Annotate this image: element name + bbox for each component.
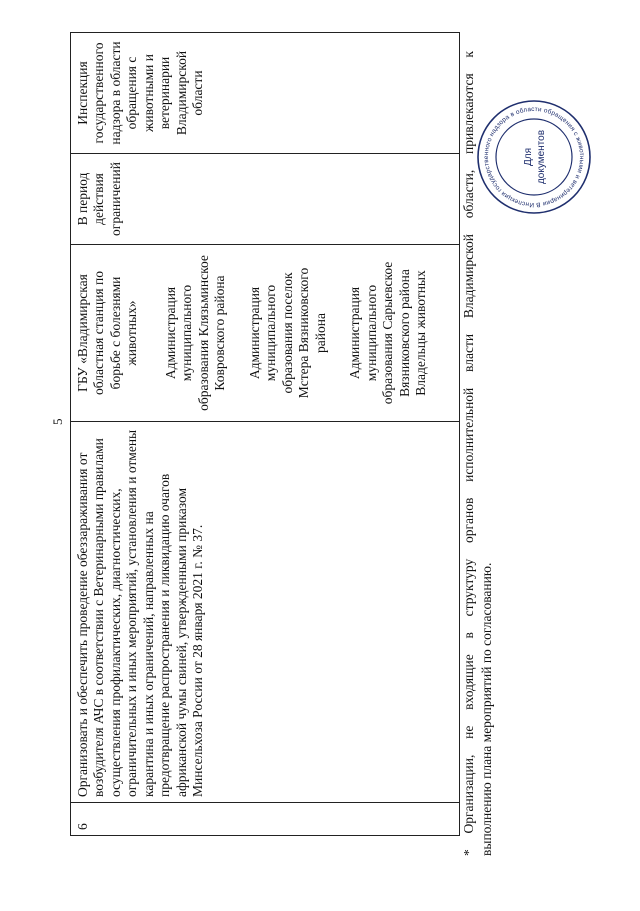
svg-text:Инспекция государственного над: Инспекция государственного надзора в области обращения с животными и ветеринарии В bbox=[482, 105, 586, 209]
plan-table bbox=[70, 32, 460, 836]
row-number-cell: 6 bbox=[71, 803, 460, 836]
activity-cell: Организовать и обеспечить проведение обеззараживания от возбудителя АЧС в соответствии с Ветеринарными правилами осуществления профилактических, диагностических, ограничительных и иных мероприятий, установления и отмены карантина и иных ограничений, направленных на предотвращение распространения и ликвидацию очагов африканской чумы свиней, утвержденными приказом Минсельхоза России от 28 января 2021 г. № 37. bbox=[71, 422, 460, 803]
term-cell: В период действия ограничений bbox=[71, 154, 460, 245]
svg-text:Для: Для bbox=[523, 147, 534, 167]
table-row bbox=[71, 33, 460, 836]
svg-text:документов: документов bbox=[536, 129, 547, 185]
official-stamp bbox=[475, 98, 593, 216]
executor-item: Администрация муниципального образования поселок Мстера Вязниковского района bbox=[246, 267, 328, 399]
executor-item: Администрация муниципального образования Сарыевское Вязниковского района Владельцы животных bbox=[347, 261, 428, 405]
executor-item: ГБУ «Владимирская областная станция по борьбе с болезнями животных» bbox=[75, 271, 140, 395]
control-cell: Инспекция государственного надзора в области обращения с животными и ветеринарии Владимирской области bbox=[71, 33, 460, 154]
footnote-line-2: выполнению плана мероприятий по согласованию. bbox=[478, 562, 494, 856]
executors-cell bbox=[71, 245, 460, 422]
footnote-line-1: * Организации, не входящие в структуру органов исполнительной власти Владимирской области, привлекаются к bbox=[461, 51, 476, 856]
page-number: 5 bbox=[50, 418, 65, 425]
stamp-seal-icon bbox=[475, 98, 593, 216]
executor-item: Администрация муниципального образования Клязьминское Ковровского района bbox=[162, 255, 228, 411]
